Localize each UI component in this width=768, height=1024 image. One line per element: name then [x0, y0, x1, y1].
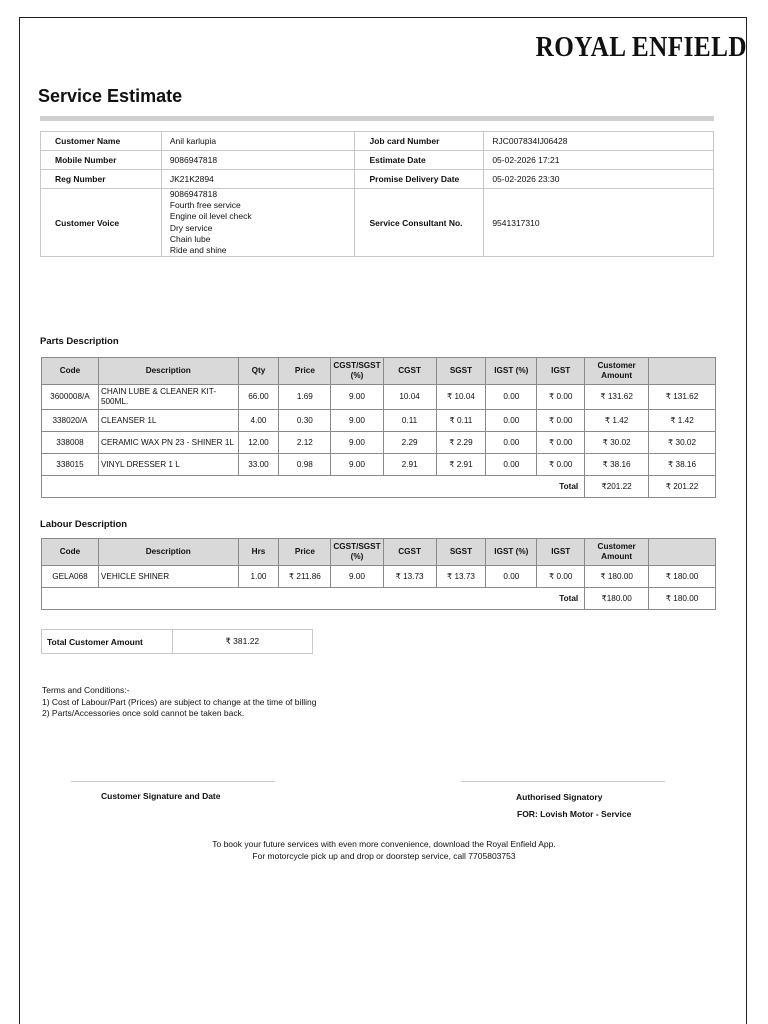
cell: ₹ 30.02	[585, 432, 649, 454]
total-customer-amount-table	[41, 629, 313, 654]
cell: 0.98	[279, 454, 331, 476]
cell: ₹ 1.42	[649, 410, 716, 432]
col-header: IGST	[537, 539, 585, 566]
voice-line: Engine oil level check	[169, 211, 252, 222]
customer-info-table	[40, 131, 714, 257]
parts-header-row	[42, 358, 716, 385]
col-header: IGST (%)	[486, 358, 537, 385]
cell: 10.04	[383, 385, 436, 410]
cell: ₹ 131.62	[585, 385, 649, 410]
cell: 2.91	[383, 454, 436, 476]
cell: CLEANSER 1L	[98, 410, 238, 432]
col-header: SGST	[436, 358, 486, 385]
terms-item: 1) Cost of Labour/Part (Prices) are subject to change at the time of billing	[42, 696, 317, 707]
cell: ₹ 180.00	[649, 566, 716, 588]
terms-block	[42, 685, 317, 720]
col-header: CGST	[383, 358, 436, 385]
cell: 3600008/A	[42, 385, 99, 410]
customer-signature-label: Customer Signature and Date	[101, 791, 221, 801]
cell: 12.00	[238, 432, 279, 454]
cell: ₹ 0.11	[436, 410, 486, 432]
customer-name-label: Customer Name	[41, 132, 162, 151]
parts-section-title: Parts Description	[40, 336, 119, 347]
labour-table	[41, 538, 716, 610]
reg-value: JK21K2894	[161, 170, 355, 189]
page-title: Service Estimate	[38, 86, 183, 106]
cell: ₹ 180.00	[585, 566, 649, 588]
cell: 1.69	[279, 385, 331, 410]
col-header: CGST/SGST (%)	[331, 539, 383, 566]
royal-enfield-logo: ROYAL ENFIELD	[535, 32, 748, 63]
total-label: Total	[42, 476, 585, 498]
cell: 0.00	[486, 454, 537, 476]
info-row	[41, 170, 714, 189]
cell: 1.00	[238, 566, 279, 588]
cell: ₹ 2.29	[436, 432, 486, 454]
cell: VINYL DRESSER 1 L	[98, 454, 238, 476]
cell: ₹ 2.91	[436, 454, 486, 476]
cell: 0.00	[486, 385, 537, 410]
cell: CERAMIC WAX PN 23 - SHINER 1L	[98, 432, 238, 454]
summary-row	[42, 630, 313, 654]
cell: ₹ 131.62	[649, 385, 716, 410]
customer-signature-line	[71, 781, 275, 782]
col-header: IGST	[537, 358, 585, 385]
col-header: Customer Amount	[585, 358, 649, 385]
total-amount: ₹180.00	[585, 588, 649, 610]
authorised-signature-line	[461, 781, 665, 782]
customer-name-value: Anil karlupia	[161, 132, 355, 151]
estimate-page	[19, 17, 747, 1024]
parts-table	[41, 357, 716, 498]
voice-line: Fourth free service	[169, 200, 241, 211]
customer-voice-label: Customer Voice	[41, 189, 162, 257]
estimate-date-label: Estimate Date	[355, 151, 484, 170]
title-divider	[40, 116, 714, 121]
cell: ₹ 0.00	[537, 432, 585, 454]
table-row	[42, 432, 716, 454]
consultant-value: 9541317310	[484, 189, 714, 257]
customer-voice-value	[161, 189, 355, 257]
cell: 0.00	[486, 566, 537, 588]
cell: ₹ 1.42	[585, 410, 649, 432]
terms-item: 2) Parts/Accessories once sold cannot be taken back.	[42, 708, 245, 718]
cell: ₹ 13.73	[436, 566, 486, 588]
cell: 9.00	[331, 385, 383, 410]
cell: 33.00	[238, 454, 279, 476]
col-header	[649, 358, 716, 385]
col-header: Code	[42, 539, 99, 566]
voice-line: Ride and shine	[169, 245, 227, 256]
cell: ₹ 0.00	[537, 454, 585, 476]
voice-line: Chain lube	[169, 233, 211, 244]
table-row	[42, 454, 716, 476]
job-card-label: Job card Number	[355, 132, 484, 151]
cell: 9.00	[331, 566, 383, 588]
cell: GELA068	[42, 566, 99, 588]
job-card-value: RJC007834IJ06428	[484, 132, 714, 151]
col-header: Price	[279, 358, 331, 385]
cell: 4.00	[238, 410, 279, 432]
cell: ₹ 0.00	[537, 385, 585, 410]
cell: 338020/A	[42, 410, 99, 432]
promise-date-label: Promise Delivery Date	[355, 170, 484, 189]
cell: 2.29	[383, 432, 436, 454]
col-header: Description	[98, 539, 238, 566]
reg-label: Reg Number	[41, 170, 162, 189]
mobile-label: Mobile Number	[41, 151, 162, 170]
col-header: Price	[279, 539, 331, 566]
col-header: Qty	[238, 358, 279, 385]
cell: ₹ 211.86	[279, 566, 331, 588]
cell: CHAIN LUBE & CLEANER KIT-500ML.	[98, 385, 238, 410]
cell: ₹ 13.73	[383, 566, 436, 588]
cell: ₹ 10.04	[436, 385, 486, 410]
col-header: CGST	[383, 539, 436, 566]
total-label: Total	[42, 588, 585, 610]
cell: 0.00	[486, 410, 537, 432]
total-customer-amount-value: ₹ 381.22	[172, 630, 312, 654]
terms-heading: Terms and Conditions:-	[42, 685, 130, 695]
table-row	[42, 385, 716, 410]
info-row	[41, 151, 714, 170]
footer-app-note: To book your future services with even more convenience, download the Royal Enfield App.	[212, 839, 556, 849]
cell: 2.12	[279, 432, 331, 454]
promise-date-value: 05-02-2026 23:30	[484, 170, 714, 189]
total-customer-amount-label: Total Customer Amount	[42, 630, 173, 654]
col-header: Customer Amount	[585, 539, 649, 566]
col-header: Hrs	[238, 539, 279, 566]
col-header: IGST (%)	[486, 539, 537, 566]
info-row	[41, 132, 714, 151]
cell: ₹ 38.16	[585, 454, 649, 476]
table-row	[42, 410, 716, 432]
cell: ₹ 30.02	[649, 432, 716, 454]
labour-total-row	[42, 588, 716, 610]
cell: ₹ 0.00	[537, 566, 585, 588]
col-header: Code	[42, 358, 99, 385]
authorised-signatory-label: Authorised Signatory	[516, 792, 603, 802]
footer-pickup-note: For motorcycle pick up and drop or doorstep service, call 7705803753	[252, 851, 516, 861]
parts-total-row	[42, 476, 716, 498]
voice-line: Dry service	[169, 222, 213, 233]
cell: 0.30	[279, 410, 331, 432]
table-row	[42, 566, 716, 588]
cell: 66.00	[238, 385, 279, 410]
consultant-label: Service Consultant No.	[355, 189, 484, 257]
cell: ₹ 0.00	[537, 410, 585, 432]
col-header: SGST	[436, 539, 486, 566]
info-row	[41, 189, 714, 257]
total-final: ₹ 201.22	[649, 476, 716, 498]
cell: ₹ 38.16	[649, 454, 716, 476]
cell: 338015	[42, 454, 99, 476]
cell: 9.00	[331, 410, 383, 432]
mobile-value: 9086947818	[161, 151, 355, 170]
cell: 0.11	[383, 410, 436, 432]
total-final: ₹ 180.00	[649, 588, 716, 610]
cell: 338008	[42, 432, 99, 454]
col-header: Description	[98, 358, 238, 385]
cell: 9.00	[331, 454, 383, 476]
col-header: CGST/SGST (%)	[331, 358, 383, 385]
labour-section-title: Labour Description	[40, 519, 128, 530]
voice-line: 9086947818	[169, 189, 218, 199]
labour-header-row	[42, 539, 716, 566]
cell: VEHICLE SHINER	[98, 566, 238, 588]
total-amount: ₹201.22	[585, 476, 649, 498]
cell: 0.00	[486, 432, 537, 454]
cell: 9.00	[331, 432, 383, 454]
estimate-date-value: 05-02-2026 17:21	[484, 151, 714, 170]
dealer-name: FOR: Lovish Motor - Service	[517, 809, 632, 819]
col-header	[649, 539, 716, 566]
